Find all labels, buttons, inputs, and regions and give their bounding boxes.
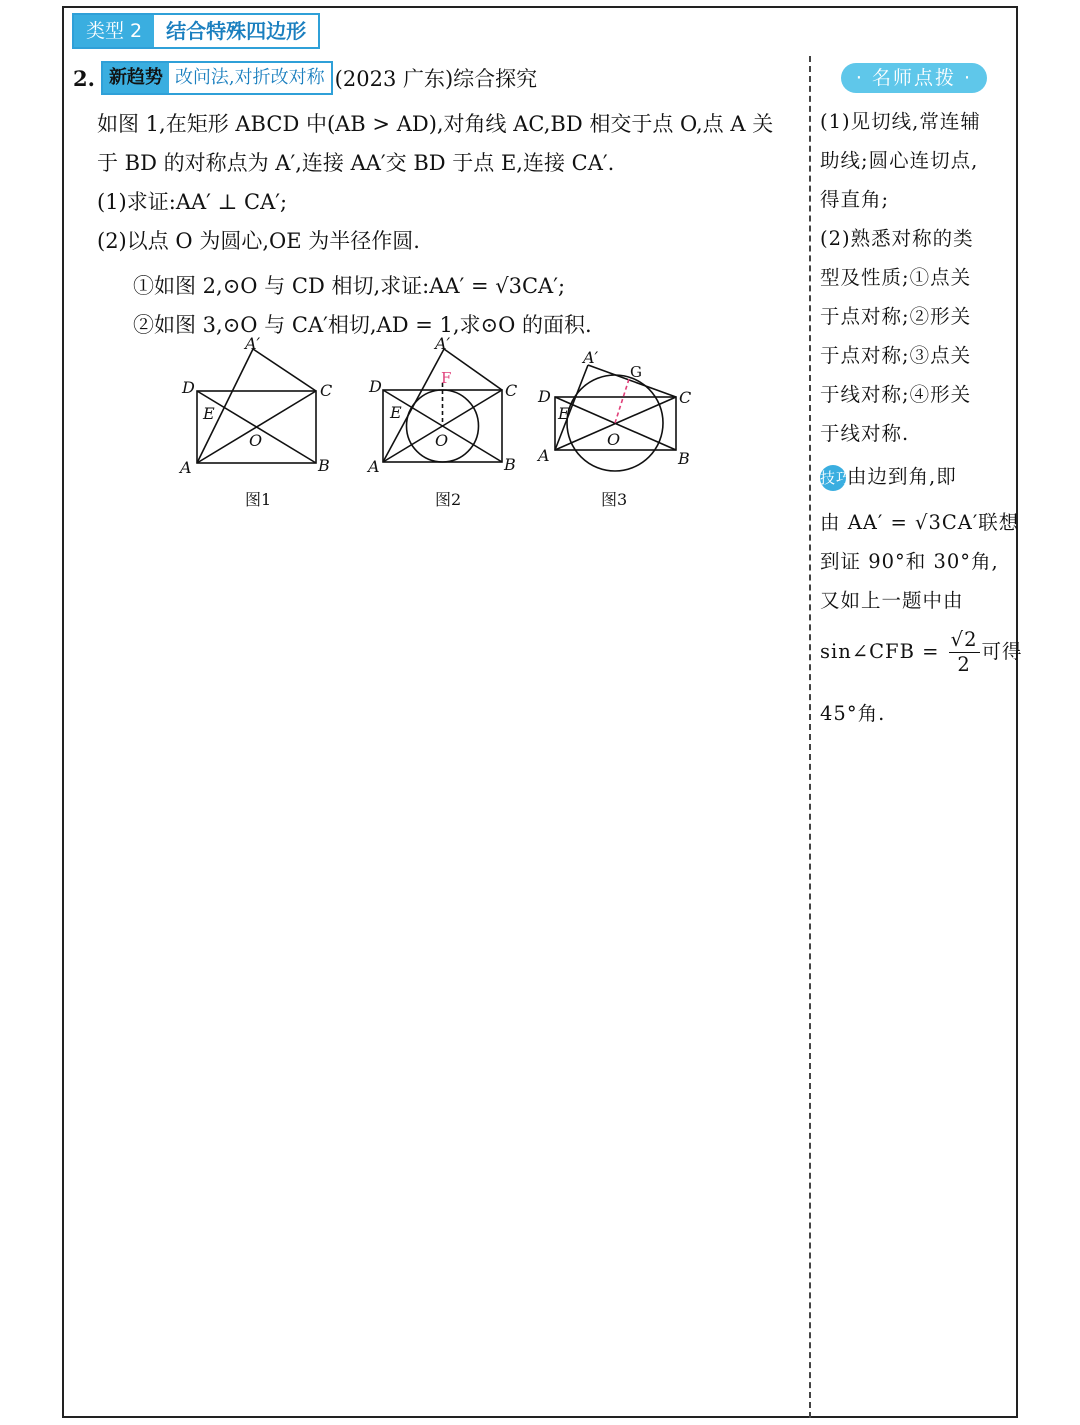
fraction-denominator: 2 xyxy=(957,653,971,676)
question-part-2b: ②如图 3,⊙O 与 CA′相切,AD = 1,求⊙O 的面积. xyxy=(133,313,592,337)
label-g: G xyxy=(630,363,642,381)
label-f: F xyxy=(441,369,452,387)
figure-2-caption: 图2 xyxy=(435,490,462,509)
tip-line-1 xyxy=(820,461,1010,491)
type-badge: 类型 2 xyxy=(74,15,154,47)
label-d: D xyxy=(369,377,382,396)
label-a-prime: A′ xyxy=(245,335,261,353)
label-a: A xyxy=(180,458,192,477)
trend-tag: 新趋势 xyxy=(103,63,169,93)
figure-1 xyxy=(175,335,340,515)
figure-3 xyxy=(533,335,708,515)
label-b: B xyxy=(318,456,330,475)
label-b: B xyxy=(504,455,516,474)
sidebar-title: · 名师点拨 · xyxy=(841,63,987,93)
label-d: D xyxy=(538,387,551,406)
column-divider xyxy=(809,56,811,1418)
label-c: C xyxy=(320,381,333,400)
label-c: C xyxy=(679,388,692,407)
tip-formula-prefix: sin∠CFB = xyxy=(820,640,940,663)
fraction xyxy=(949,628,980,677)
sidebar-line: 得直角; xyxy=(820,188,890,211)
question-part-1: (1)求证:AA′ ⊥ CA′; xyxy=(97,190,288,214)
sidebar-line: (2)熟悉对称的类 xyxy=(820,227,974,250)
dashed-og xyxy=(615,379,629,423)
sidebar-line: 于点对称;②形关 xyxy=(820,305,972,328)
type-header xyxy=(72,13,320,49)
label-e: E xyxy=(558,404,570,423)
question-line-1: 如图 1,在矩形 ABCD 中(AB > AD),对角线 AC,BD 相交于点 O,点 A 关 xyxy=(97,112,774,136)
label-a: A xyxy=(368,457,380,476)
sidebar-line: 于点对称;③点关 xyxy=(820,344,972,367)
sidebar-line: 于线对称. xyxy=(820,422,910,445)
segment-ca1 xyxy=(444,349,502,390)
figure-1-caption: 图1 xyxy=(245,490,272,509)
label-o: O xyxy=(607,430,621,449)
tip-formula-suffix: 可得 xyxy=(981,640,1023,663)
trend-text: 改问法,对折改对称 xyxy=(174,67,325,88)
label-a: A xyxy=(538,446,550,465)
tip-line-6: 45°角. xyxy=(820,702,886,725)
tip-line-4: 又如上一题中由 xyxy=(820,589,964,612)
tip-badge: 技巧 xyxy=(820,465,846,491)
label-c: C xyxy=(505,381,518,400)
figure-3-caption: 图3 xyxy=(601,490,628,509)
question-number: 2. xyxy=(73,65,95,91)
sidebar-line: 助线;圆心连切点, xyxy=(820,149,979,172)
question-line-2: 于 BD 的对称点为 A′,连接 AA′交 BD 于点 E,连接 CA′. xyxy=(97,151,615,175)
label-a-prime: A′ xyxy=(435,335,451,353)
question-part-2: (2)以点 O 为圆心,OE 为半径作圆. xyxy=(97,229,420,253)
label-b: B xyxy=(678,449,690,468)
label-o: O xyxy=(435,431,449,450)
tip-line-3: 到证 90°和 30°角, xyxy=(820,550,999,573)
question-source: (2023 广东)综合探究 xyxy=(334,67,538,91)
trend-box xyxy=(101,61,333,95)
sidebar-line: (1)见切线,常连辅 xyxy=(820,110,981,133)
label-e: E xyxy=(390,403,402,422)
fraction-numerator: √2 xyxy=(950,628,978,651)
label-a-prime: A′ xyxy=(583,348,599,367)
label-e: E xyxy=(203,404,215,423)
segment-ca1 xyxy=(253,349,316,391)
type-title: 结合特殊四边形 xyxy=(154,15,318,47)
sidebar-line: 型及性质;①点关 xyxy=(820,266,972,289)
figure-2 xyxy=(365,335,530,515)
sidebar-line: 于线对称;④形关 xyxy=(820,383,972,406)
tip-line-2: 由 AA′ = √3CA′联想 xyxy=(820,511,1020,534)
question-heading xyxy=(73,62,537,94)
label-o: O xyxy=(249,431,263,450)
tip-text-1: 由边到角,即 xyxy=(847,465,957,488)
question-part-2a: ①如图 2,⊙O 与 CD 相切,求证:AA′ = √3CA′; xyxy=(133,274,566,298)
label-d: D xyxy=(182,378,195,397)
tip-formula xyxy=(820,628,1023,677)
